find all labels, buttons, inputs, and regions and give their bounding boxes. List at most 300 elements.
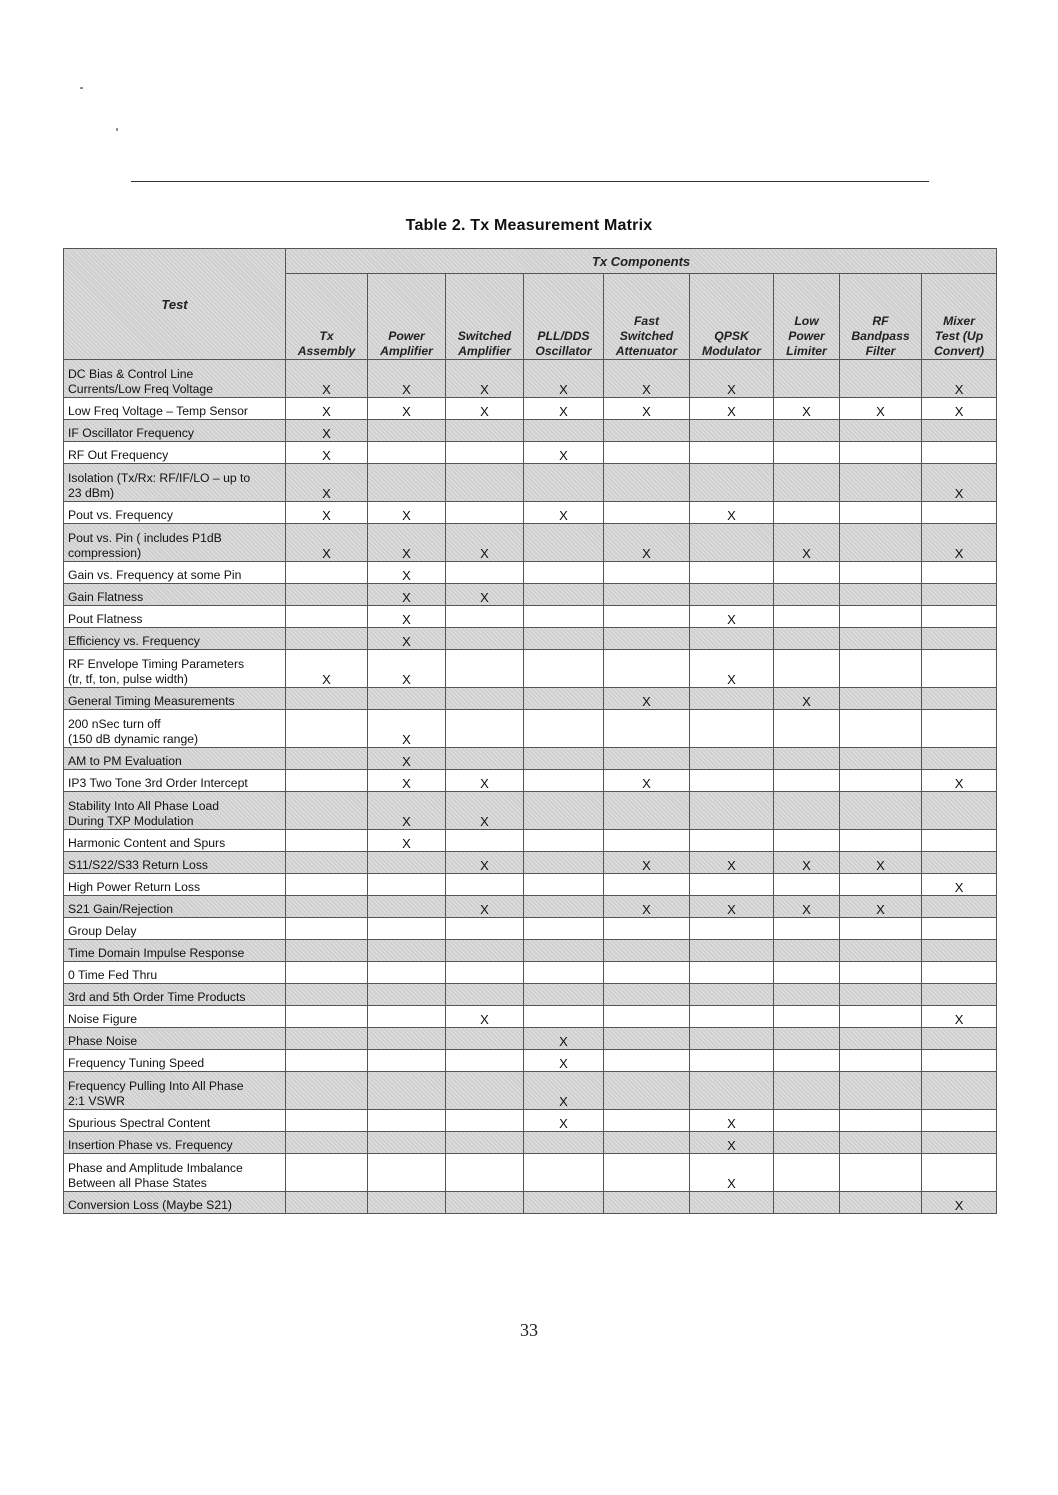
- test-name-cell: [64, 748, 286, 770]
- component-column-header: [690, 274, 774, 360]
- applicability-mark-cell: [446, 874, 524, 896]
- column-header-line: Assembly: [297, 344, 356, 358]
- applicability-mark-cell: [922, 940, 997, 962]
- applicability-mark-cell: [690, 830, 774, 852]
- applicability-mark-cell: [840, 1006, 922, 1028]
- test-name-line: During TXP Modulation: [68, 814, 194, 828]
- applicability-mark-cell: [446, 502, 524, 524]
- applicability-mark-cell: [286, 1110, 368, 1132]
- applicability-mark-cell: [840, 628, 922, 650]
- applicability-mark-cell: [690, 918, 774, 940]
- applicability-mark-cell: [604, 984, 690, 1006]
- test-name-line: Frequency Tuning Speed: [68, 1056, 205, 1070]
- applicability-mark-cell: X: [524, 1072, 604, 1110]
- applicability-mark-cell: [690, 1006, 774, 1028]
- column-header-line: PLL/DDS: [537, 329, 590, 343]
- applicability-mark-cell: [690, 984, 774, 1006]
- applicability-mark-cell: X: [286, 360, 368, 398]
- applicability-mark-cell: [286, 1006, 368, 1028]
- test-name-cell: [64, 606, 286, 628]
- applicability-mark-cell: X: [524, 1110, 604, 1132]
- applicability-mark-cell: X: [922, 770, 997, 792]
- column-header-line: Filter: [865, 344, 896, 358]
- applicability-mark-cell: [922, 852, 997, 874]
- test-name-line: Noise Figure: [68, 1012, 138, 1026]
- applicability-mark-cell: [368, 1050, 446, 1072]
- test-name-line: IP3 Two Tone 3rd Order Intercept: [68, 776, 248, 790]
- applicability-mark-cell: X: [690, 360, 774, 398]
- applicability-mark-cell: [446, 1154, 524, 1192]
- applicability-mark-cell: [286, 896, 368, 918]
- applicability-mark-cell: [524, 792, 604, 830]
- column-header-line: Test (Up: [934, 329, 984, 343]
- applicability-mark-cell: [774, 1154, 840, 1192]
- applicability-mark-cell: [840, 984, 922, 1006]
- applicability-mark-cell: X: [524, 1050, 604, 1072]
- applicability-mark-cell: [286, 710, 368, 748]
- applicability-mark-cell: [286, 1132, 368, 1154]
- applicability-mark-cell: [604, 1132, 690, 1154]
- applicability-mark-cell: [446, 688, 524, 710]
- applicability-mark-cell: [840, 1028, 922, 1050]
- applicability-mark-cell: [922, 918, 997, 940]
- component-column-header: [774, 274, 840, 360]
- applicability-mark-cell: [922, 1110, 997, 1132]
- table-row: [64, 1050, 997, 1072]
- applicability-mark-cell: X: [524, 360, 604, 398]
- applicability-mark-cell: [690, 962, 774, 984]
- applicability-mark-cell: [840, 792, 922, 830]
- applicability-mark-cell: [446, 650, 524, 688]
- test-name-cell: [64, 1154, 286, 1192]
- applicability-mark-cell: X: [368, 502, 446, 524]
- table-row: [64, 1192, 997, 1214]
- test-name-cell: [64, 360, 286, 398]
- scan-speck: [80, 87, 83, 89]
- scan-speck: [116, 128, 118, 131]
- column-header-line: Power: [788, 329, 825, 343]
- test-name-cell: [64, 1006, 286, 1028]
- applicability-mark-cell: [690, 628, 774, 650]
- applicability-mark-cell: [368, 1132, 446, 1154]
- applicability-mark-cell: [368, 442, 446, 464]
- table-row: [64, 650, 997, 688]
- applicability-mark-cell: X: [286, 464, 368, 502]
- applicability-mark-cell: [524, 940, 604, 962]
- applicability-mark-cell: [446, 984, 524, 1006]
- table-row: [64, 464, 997, 502]
- applicability-mark-cell: [922, 962, 997, 984]
- applicability-mark-cell: [446, 464, 524, 502]
- applicability-mark-cell: X: [690, 650, 774, 688]
- column-header-line: Tx: [319, 329, 334, 343]
- applicability-mark-cell: [524, 688, 604, 710]
- applicability-mark-cell: [286, 874, 368, 896]
- test-name-line: DC Bias & Control Line: [68, 367, 194, 381]
- applicability-mark-cell: X: [690, 1154, 774, 1192]
- applicability-mark-cell: [774, 584, 840, 606]
- test-name-line: Between all Phase States: [68, 1176, 207, 1190]
- applicability-mark-cell: [774, 748, 840, 770]
- applicability-mark-cell: [604, 1028, 690, 1050]
- column-header-line: Bandpass: [851, 329, 910, 343]
- applicability-mark-cell: X: [840, 896, 922, 918]
- applicability-mark-cell: [446, 1072, 524, 1110]
- applicability-mark-cell: [922, 792, 997, 830]
- applicability-mark-cell: [286, 1192, 368, 1214]
- applicability-mark-cell: [690, 464, 774, 502]
- applicability-mark-cell: X: [446, 770, 524, 792]
- table-row: [64, 792, 997, 830]
- applicability-mark-cell: [840, 940, 922, 962]
- column-header-line: Switched: [619, 329, 674, 343]
- applicability-mark-cell: X: [774, 852, 840, 874]
- test-name-cell: [64, 628, 286, 650]
- applicability-mark-cell: X: [286, 524, 368, 562]
- applicability-mark-cell: [604, 1154, 690, 1192]
- applicability-mark-cell: X: [286, 420, 368, 442]
- applicability-mark-cell: [922, 562, 997, 584]
- applicability-mark-cell: X: [690, 1132, 774, 1154]
- applicability-mark-cell: X: [774, 896, 840, 918]
- applicability-mark-cell: [840, 524, 922, 562]
- applicability-mark-cell: [922, 1154, 997, 1192]
- applicability-mark-cell: [840, 830, 922, 852]
- applicability-mark-cell: [774, 360, 840, 398]
- applicability-mark-cell: [922, 896, 997, 918]
- applicability-mark-cell: [690, 524, 774, 562]
- applicability-mark-cell: X: [446, 524, 524, 562]
- applicability-mark-cell: [840, 464, 922, 502]
- header-rule: [131, 181, 929, 182]
- applicability-mark-cell: [368, 896, 446, 918]
- applicability-mark-cell: [446, 1050, 524, 1072]
- applicability-mark-cell: [922, 1132, 997, 1154]
- test-name-line: AM to PM Evaluation: [68, 754, 182, 768]
- applicability-mark-cell: [368, 1110, 446, 1132]
- applicability-mark-cell: X: [446, 398, 524, 420]
- column-header-line: Switched: [457, 329, 512, 343]
- applicability-mark-cell: [368, 962, 446, 984]
- applicability-mark-cell: X: [922, 464, 997, 502]
- applicability-mark-cell: [286, 748, 368, 770]
- applicability-mark-cell: [604, 918, 690, 940]
- test-name-line: Time Domain Impulse Response: [68, 946, 245, 960]
- applicability-mark-cell: [922, 584, 997, 606]
- applicability-mark-cell: [690, 874, 774, 896]
- applicability-mark-cell: [524, 918, 604, 940]
- applicability-mark-cell: [604, 464, 690, 502]
- applicability-mark-cell: X: [922, 398, 997, 420]
- applicability-mark-cell: [922, 628, 997, 650]
- table-row: [64, 1028, 997, 1050]
- applicability-mark-cell: [524, 1192, 604, 1214]
- applicability-mark-cell: [774, 770, 840, 792]
- applicability-mark-cell: [604, 874, 690, 896]
- test-name-cell: [64, 830, 286, 852]
- applicability-mark-cell: [604, 1110, 690, 1132]
- applicability-mark-cell: [446, 442, 524, 464]
- applicability-mark-cell: [922, 1028, 997, 1050]
- applicability-mark-cell: [690, 688, 774, 710]
- applicability-mark-cell: [604, 650, 690, 688]
- applicability-mark-cell: [524, 606, 604, 628]
- applicability-mark-cell: X: [368, 710, 446, 748]
- applicability-mark-cell: X: [368, 524, 446, 562]
- applicability-mark-cell: [604, 502, 690, 524]
- test-name-cell: [64, 398, 286, 420]
- test-name-cell: [64, 1028, 286, 1050]
- applicability-mark-cell: [286, 584, 368, 606]
- applicability-mark-cell: [286, 688, 368, 710]
- applicability-mark-cell: X: [604, 896, 690, 918]
- applicability-mark-cell: [368, 984, 446, 1006]
- applicability-mark-cell: X: [286, 442, 368, 464]
- applicability-mark-cell: [286, 628, 368, 650]
- applicability-mark-cell: [286, 1028, 368, 1050]
- applicability-mark-cell: [524, 420, 604, 442]
- applicability-mark-cell: [840, 688, 922, 710]
- applicability-mark-cell: [840, 606, 922, 628]
- applicability-mark-cell: [604, 628, 690, 650]
- table-row: [64, 398, 997, 420]
- applicability-mark-cell: [774, 628, 840, 650]
- column-header-line: Modulator: [702, 344, 761, 358]
- applicability-mark-cell: X: [690, 606, 774, 628]
- component-column-header: [286, 274, 368, 360]
- applicability-mark-cell: [922, 606, 997, 628]
- table-row: [64, 584, 997, 606]
- applicability-mark-cell: X: [690, 896, 774, 918]
- applicability-mark-cell: X: [690, 1110, 774, 1132]
- applicability-mark-cell: [840, 502, 922, 524]
- applicability-mark-cell: [774, 1006, 840, 1028]
- test-name-line: Isolation (Tx/Rx: RF/IF/LO – up to: [68, 471, 251, 485]
- component-column-header: [840, 274, 922, 360]
- test-name-cell: [64, 918, 286, 940]
- applicability-mark-cell: [286, 606, 368, 628]
- applicability-mark-cell: [774, 710, 840, 748]
- test-name-line: Stability Into All Phase Load: [68, 799, 220, 813]
- applicability-mark-cell: [524, 1154, 604, 1192]
- applicability-mark-cell: [524, 464, 604, 502]
- applicability-mark-cell: [524, 962, 604, 984]
- applicability-mark-cell: X: [446, 896, 524, 918]
- table-row: [64, 688, 997, 710]
- applicability-mark-cell: [286, 962, 368, 984]
- test-name-line: Spurious Spectral Content: [68, 1116, 211, 1130]
- test-name-cell: [64, 420, 286, 442]
- applicability-mark-cell: [286, 792, 368, 830]
- applicability-mark-cell: [922, 748, 997, 770]
- test-name-line: Harmonic Content and Spurs: [68, 836, 226, 850]
- test-name-line: (150 dB dynamic range): [68, 732, 199, 746]
- applicability-mark-cell: [446, 628, 524, 650]
- applicability-mark-cell: [922, 1050, 997, 1072]
- applicability-mark-cell: X: [922, 1006, 997, 1028]
- applicability-mark-cell: [774, 918, 840, 940]
- applicability-mark-cell: [690, 562, 774, 584]
- test-name-cell: [64, 940, 286, 962]
- test-name-line: Insertion Phase vs. Frequency: [68, 1138, 233, 1152]
- applicability-mark-cell: [774, 1028, 840, 1050]
- test-name-line: RF Out Frequency: [68, 448, 169, 462]
- test-name-line: (tr, tf, ton, pulse width): [68, 672, 188, 686]
- table-row: [64, 984, 997, 1006]
- test-name-cell: [64, 688, 286, 710]
- applicability-mark-cell: [446, 748, 524, 770]
- test-name-cell: [64, 852, 286, 874]
- applicability-mark-cell: [774, 792, 840, 830]
- test-name-cell: [64, 1132, 286, 1154]
- applicability-mark-cell: [774, 502, 840, 524]
- applicability-mark-cell: [524, 748, 604, 770]
- applicability-mark-cell: X: [446, 792, 524, 830]
- applicability-mark-cell: [446, 606, 524, 628]
- applicability-mark-cell: X: [604, 360, 690, 398]
- applicability-mark-cell: X: [446, 852, 524, 874]
- applicability-mark-cell: [368, 1072, 446, 1110]
- applicability-mark-cell: X: [774, 398, 840, 420]
- applicability-mark-cell: X: [524, 442, 604, 464]
- applicability-mark-cell: [774, 1072, 840, 1110]
- table-row: [64, 1006, 997, 1028]
- applicability-mark-cell: [840, 442, 922, 464]
- applicability-mark-cell: X: [368, 830, 446, 852]
- test-name-cell: [64, 1110, 286, 1132]
- test-name-cell: [64, 562, 286, 584]
- test-name-line: 23 dBm): [68, 486, 115, 500]
- applicability-mark-cell: X: [368, 792, 446, 830]
- table-row: [64, 1132, 997, 1154]
- column-header-line: Attenuator: [615, 344, 678, 358]
- applicability-mark-cell: [368, 688, 446, 710]
- applicability-mark-cell: [774, 464, 840, 502]
- applicability-mark-cell: X: [286, 650, 368, 688]
- applicability-mark-cell: [524, 874, 604, 896]
- table-row: [64, 606, 997, 628]
- applicability-mark-cell: X: [368, 628, 446, 650]
- applicability-mark-cell: [286, 940, 368, 962]
- applicability-mark-cell: [774, 650, 840, 688]
- table-row: [64, 830, 997, 852]
- applicability-mark-cell: [446, 1192, 524, 1214]
- applicability-mark-cell: [690, 1072, 774, 1110]
- test-name-cell: [64, 464, 286, 502]
- applicability-mark-cell: [922, 984, 997, 1006]
- test-name-line: Pout Flatness: [68, 612, 143, 626]
- applicability-mark-cell: [368, 464, 446, 502]
- applicability-mark-cell: X: [368, 584, 446, 606]
- applicability-mark-cell: [840, 770, 922, 792]
- test-name-cell: [64, 770, 286, 792]
- applicability-mark-cell: X: [922, 1192, 997, 1214]
- applicability-mark-cell: [922, 830, 997, 852]
- applicability-mark-cell: X: [774, 688, 840, 710]
- applicability-mark-cell: [286, 562, 368, 584]
- table-row: [64, 442, 997, 464]
- table-row: [64, 1154, 997, 1192]
- applicability-mark-cell: [524, 984, 604, 1006]
- applicability-mark-cell: [690, 1028, 774, 1050]
- applicability-mark-cell: X: [604, 770, 690, 792]
- matrix-body: [64, 360, 997, 1214]
- applicability-mark-cell: [604, 420, 690, 442]
- applicability-mark-cell: [922, 420, 997, 442]
- applicability-mark-cell: [690, 1050, 774, 1072]
- applicability-mark-cell: X: [604, 524, 690, 562]
- applicability-mark-cell: [286, 770, 368, 792]
- applicability-mark-cell: [774, 1132, 840, 1154]
- column-header-line: Limiter: [786, 344, 827, 358]
- applicability-mark-cell: [524, 1132, 604, 1154]
- table-row: [64, 896, 997, 918]
- applicability-mark-cell: [604, 1006, 690, 1028]
- applicability-mark-cell: X: [604, 398, 690, 420]
- test-name-line: Low Freq Voltage – Temp Sensor: [68, 404, 248, 418]
- applicability-mark-cell: X: [368, 770, 446, 792]
- table-row: [64, 940, 997, 962]
- applicability-mark-cell: X: [840, 852, 922, 874]
- test-name-line: S21 Gain/Rejection: [68, 902, 174, 916]
- components-group-header: Tx Components: [286, 249, 997, 274]
- table-row: [64, 360, 997, 398]
- applicability-mark-cell: X: [922, 524, 997, 562]
- applicability-mark-cell: [774, 1192, 840, 1214]
- table-row: [64, 1110, 997, 1132]
- applicability-mark-cell: X: [524, 502, 604, 524]
- column-header-line: Amplifier: [458, 344, 511, 358]
- test-name-line: compression): [68, 546, 142, 560]
- test-name-line: Currents/Low Freq Voltage: [68, 382, 213, 396]
- column-header-line: Power: [388, 329, 425, 343]
- table-row: [64, 918, 997, 940]
- test-name-line: IF Oscillator Frequency: [68, 426, 194, 440]
- applicability-mark-cell: [604, 1050, 690, 1072]
- applicability-mark-cell: [690, 442, 774, 464]
- applicability-mark-cell: [604, 562, 690, 584]
- applicability-mark-cell: [446, 940, 524, 962]
- applicability-mark-cell: [604, 584, 690, 606]
- applicability-mark-cell: [524, 1006, 604, 1028]
- applicability-mark-cell: [774, 1050, 840, 1072]
- applicability-mark-cell: [604, 792, 690, 830]
- test-name-cell: [64, 502, 286, 524]
- applicability-mark-cell: [840, 710, 922, 748]
- applicability-mark-cell: [368, 1006, 446, 1028]
- page-number: 33: [520, 1320, 538, 1340]
- applicability-mark-cell: [446, 1110, 524, 1132]
- applicability-mark-cell: [446, 1028, 524, 1050]
- applicability-mark-cell: [524, 650, 604, 688]
- applicability-mark-cell: [446, 420, 524, 442]
- applicability-mark-cell: [922, 502, 997, 524]
- applicability-mark-cell: [690, 1192, 774, 1214]
- applicability-mark-cell: [840, 874, 922, 896]
- applicability-mark-cell: [604, 962, 690, 984]
- applicability-mark-cell: [604, 1072, 690, 1110]
- applicability-mark-cell: X: [604, 852, 690, 874]
- applicability-mark-cell: [524, 628, 604, 650]
- measurement-matrix-table: [63, 248, 997, 1214]
- column-header-line: QPSK: [714, 329, 749, 343]
- table-row: [64, 852, 997, 874]
- test-name-cell: [64, 792, 286, 830]
- applicability-mark-cell: [922, 1072, 997, 1110]
- applicability-mark-cell: [446, 710, 524, 748]
- applicability-mark-cell: [774, 562, 840, 584]
- table-caption: Table 2. Tx Measurement Matrix: [405, 217, 653, 234]
